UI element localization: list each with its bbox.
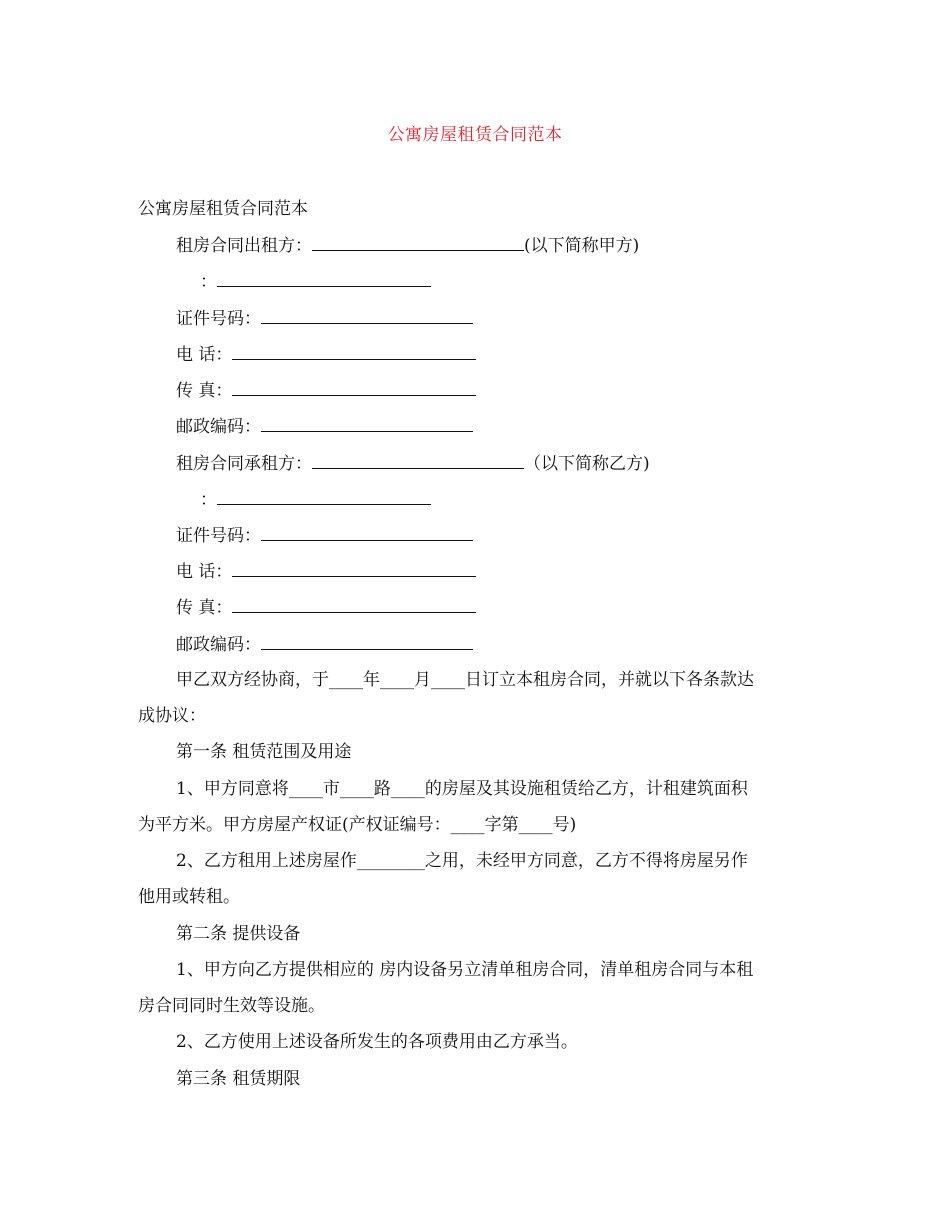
lessor-fax-blank: [232, 379, 476, 396]
article-3-title: 第三条 租赁期限: [176, 1069, 301, 1089]
article-1-item-1-line-2: 为平方米。甲方房屋产权证(产权证编号：____字第____号): [138, 815, 577, 835]
lessee-id-line: [176, 524, 473, 547]
lessee-phone-line: [176, 560, 476, 583]
lessee-blank: [312, 452, 524, 469]
document-title: 公寓房屋租赁合同范本: [387, 125, 563, 145]
lessee-colon-blank: [217, 488, 431, 505]
lessor-postcode-label: 邮政编码：: [176, 417, 261, 437]
lessor-colon-blank: [217, 270, 431, 287]
lessee-phone-blank: [232, 560, 476, 577]
lessor-colon: ：: [200, 272, 217, 292]
article-1-item-2-line-2: 他用或转租。: [138, 887, 240, 907]
lessor-fax-line: [176, 379, 476, 402]
lessee-postcode-label: 邮政编码：: [176, 635, 261, 655]
lessor-id-blank: [261, 307, 473, 324]
lessee-fax-line: [176, 596, 476, 619]
lessee-fax-label: 传 真：: [176, 598, 233, 618]
lessor-suffix: (以下简称甲方): [524, 236, 640, 256]
lessee-colon: ：: [200, 490, 217, 510]
lessor-postcode-blank: [261, 415, 473, 432]
lessor-phone-label: 电 话：: [176, 345, 233, 365]
lessor-blank: [312, 234, 524, 251]
lessor-colon-line: [200, 270, 431, 293]
lessor-id-label: 证件号码：: [176, 309, 261, 329]
article-1-item-2-line-1: 2、乙方租用上述房屋作________之用，未经甲方同意，乙方不得将房屋另作: [176, 851, 748, 871]
article-2-title: 第二条 提供设备: [176, 924, 301, 944]
agreement-line-1: 甲乙双方经协商，于____年____月____日订立本租房合同，并就以下各条款达: [176, 670, 754, 690]
agreement-line-2: 成协议：: [138, 706, 206, 726]
lessee-colon-line: [200, 488, 431, 511]
article-1-title: 第一条 租赁范围及用途: [176, 742, 352, 762]
article-2-item-1-line-2: 房合同同时生效等设施。: [138, 996, 325, 1016]
lessee-id-label: 证件号码：: [176, 526, 261, 546]
lessee-fax-blank: [232, 596, 476, 613]
lessee-line: [176, 452, 650, 475]
lessor-label: 租房合同出租方：: [176, 236, 312, 256]
lessor-phone-blank: [232, 343, 476, 360]
lessee-label: 租房合同承租方：: [176, 454, 312, 474]
lessee-postcode-blank: [261, 633, 473, 650]
lessor-phone-line: [176, 343, 476, 366]
lessor-fax-label: 传 真：: [176, 381, 233, 401]
lessor-postcode-line: [176, 415, 473, 438]
body-heading: 公寓房屋租赁合同范本: [138, 199, 308, 219]
lessee-suffix: （以下简称乙方): [524, 454, 650, 474]
article-2-item-1-line-1: 1、甲方向乙方提供相应的 房内设备另立清单租房合同，清单租房合同与本租: [176, 960, 754, 980]
lessee-phone-label: 电 话：: [176, 562, 233, 582]
lessor-id-line: [176, 307, 473, 330]
lessee-postcode-line: [176, 633, 473, 656]
article-1-item-1-line-1: 1、甲方同意将____市____路____的房屋及其设施租赁给乙方，计租建筑面积: [176, 779, 748, 799]
lessor-line: [176, 234, 639, 257]
lessee-id-blank: [261, 524, 473, 541]
article-2-item-2-line-1: 2、乙方使用上述设备所发生的各项费用由乙方承当。: [176, 1032, 578, 1052]
